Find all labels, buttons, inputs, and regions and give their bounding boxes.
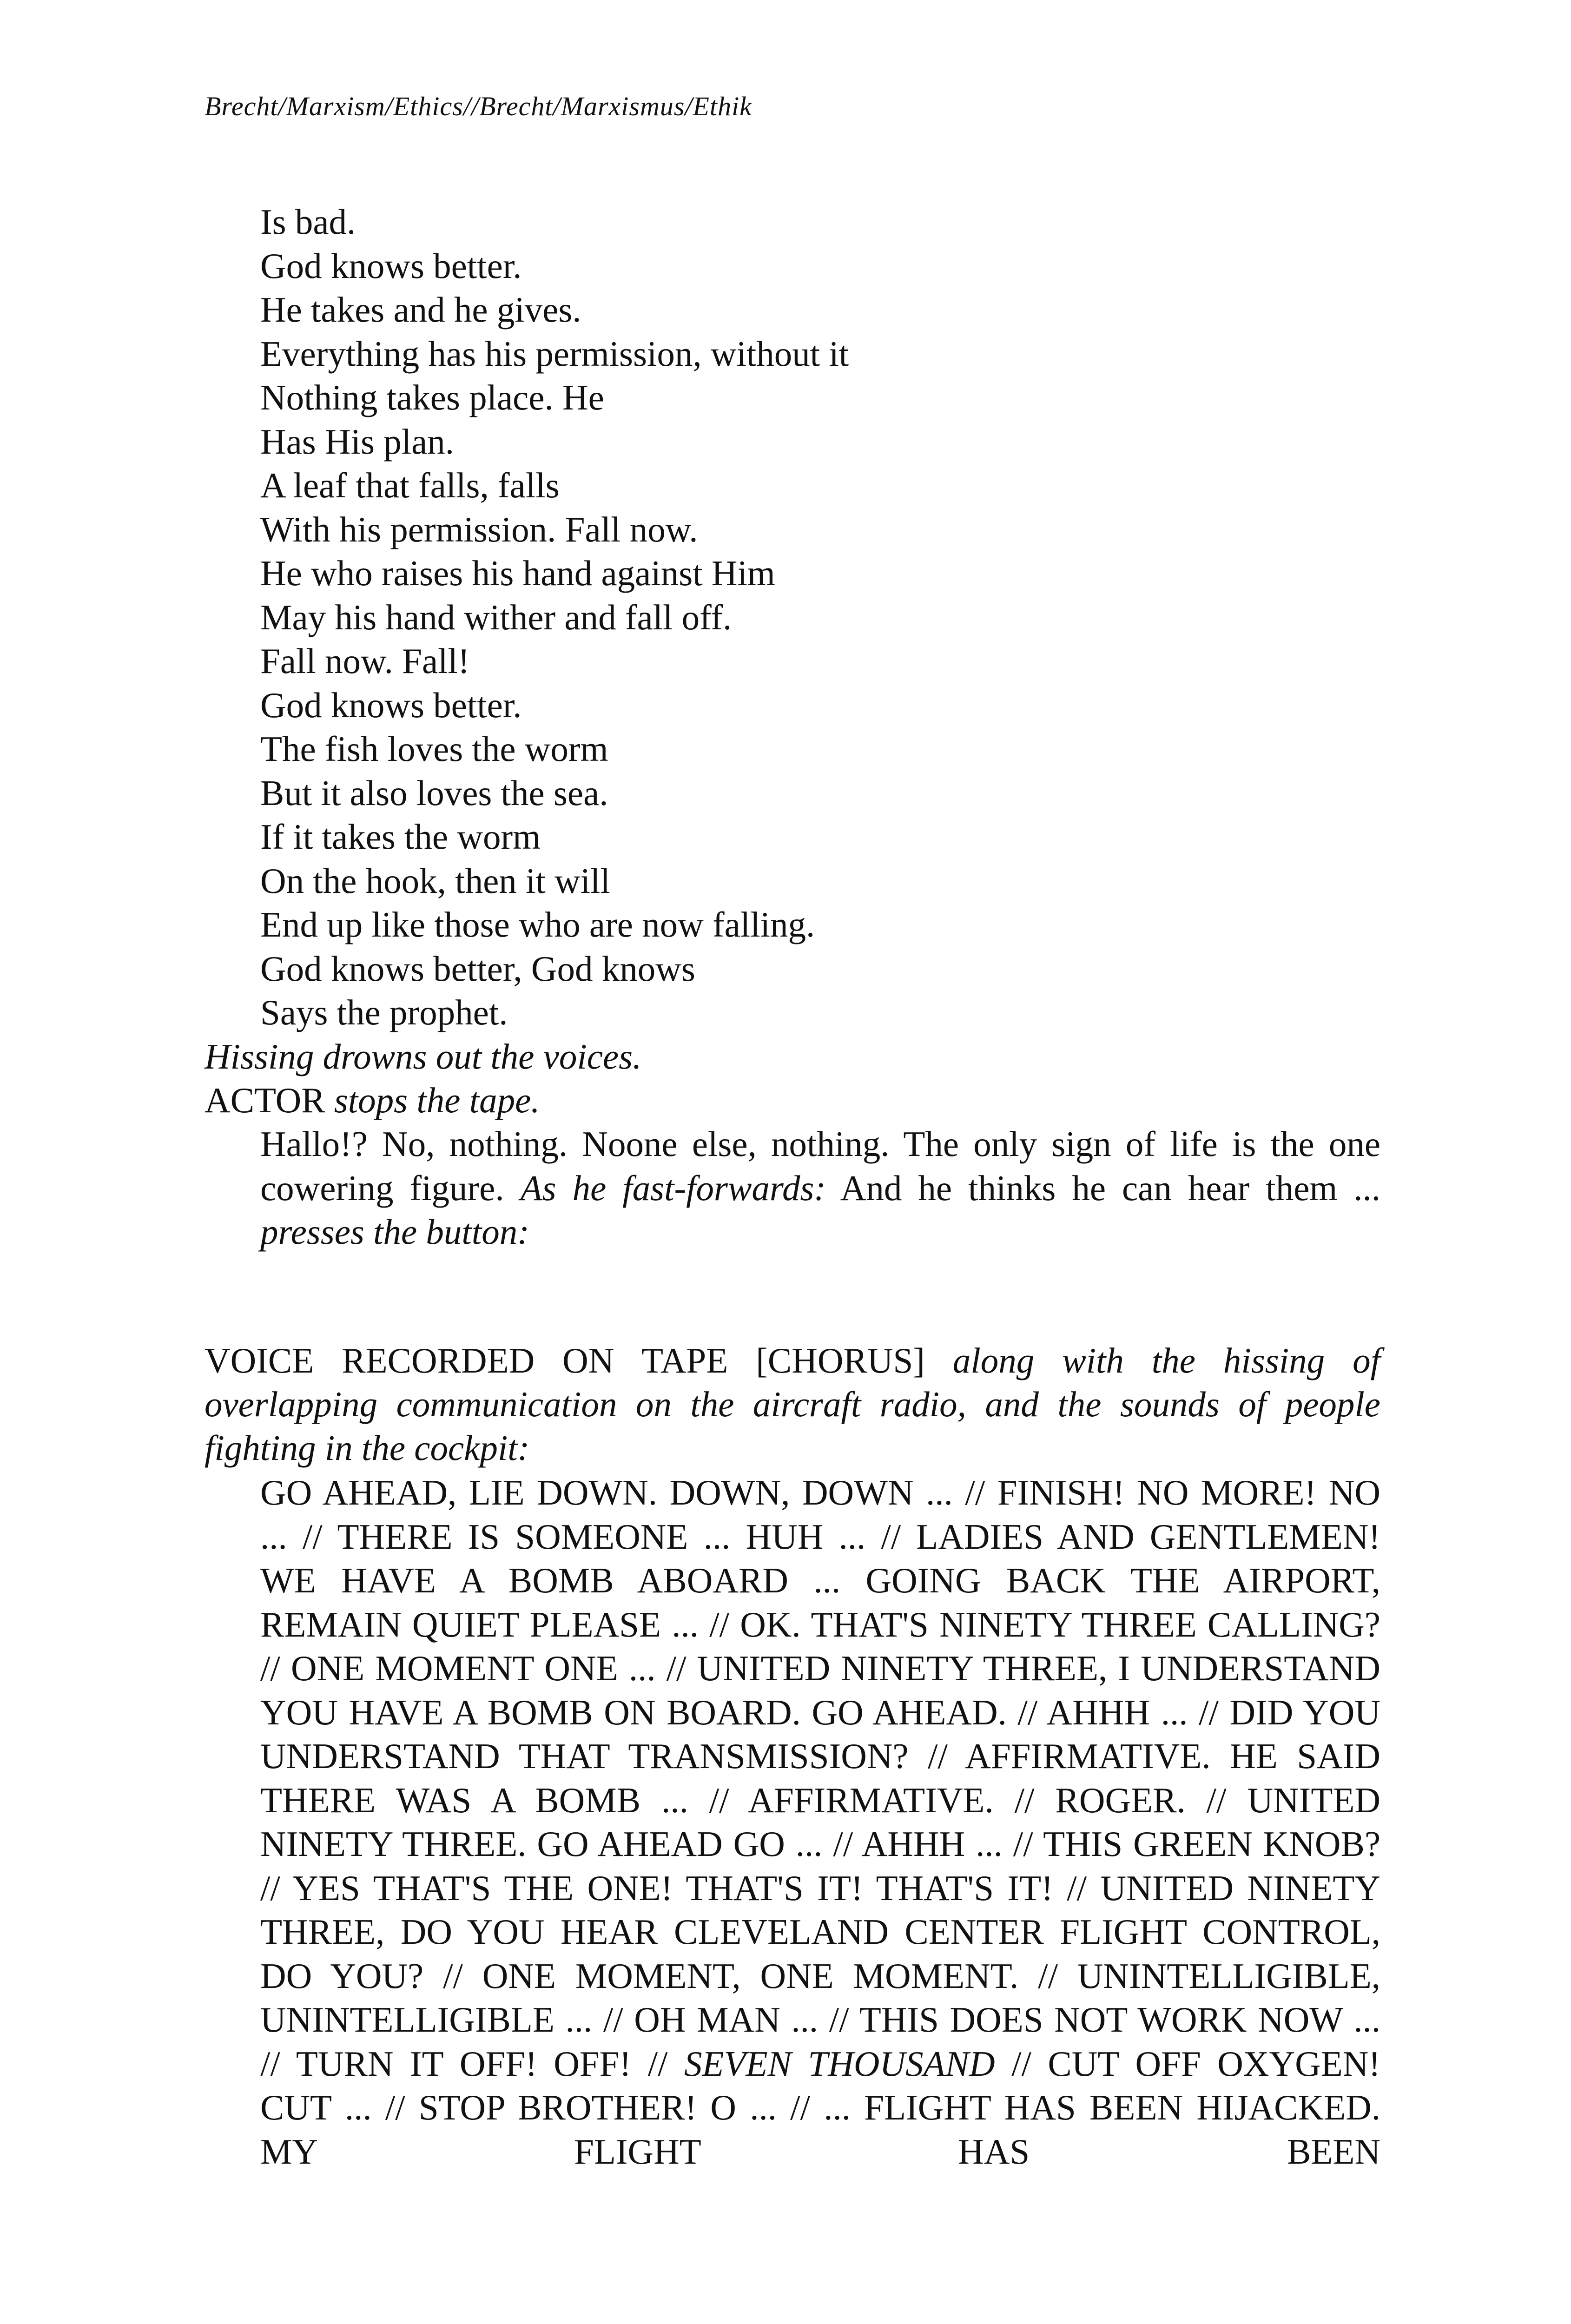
verse-line: If it takes the worm bbox=[260, 817, 541, 857]
verse-line: Is bad. bbox=[260, 202, 356, 242]
verse-line: He who raises his hand against Him bbox=[260, 553, 775, 593]
prophet-verse bbox=[260, 200, 1422, 1035]
actor-speaker: ACTOR bbox=[205, 1080, 325, 1120]
actor-direction-2: As he fast-forwards: bbox=[520, 1168, 826, 1208]
verse-line: Nothing takes place. He bbox=[260, 377, 604, 417]
voice-speaker-line bbox=[205, 1339, 1380, 1470]
verse-line: God knows better. bbox=[260, 245, 522, 286]
chorus-text-2: // CUT OFF OXYGEN! CUT ... // STOP BROTHER! O ... // ... FLIGHT HAS BEEN HIJACKED. MY FLIGHT HAS BEEN bbox=[260, 2043, 1380, 2172]
verse-line: The fish loves the worm bbox=[260, 729, 608, 769]
chorus-transcript bbox=[260, 1471, 1380, 2173]
verse-line: God knows better. bbox=[260, 685, 522, 725]
verse-line: Has His plan. bbox=[260, 421, 455, 462]
chorus-italic: SEVEN THOUSAND bbox=[684, 2043, 995, 2084]
verse-line: Everything has his permission, without it bbox=[260, 333, 849, 374]
verse-line: But it also loves the sea. bbox=[260, 772, 608, 813]
verse-line: On the hook, then it will bbox=[260, 860, 610, 901]
actor-speaker-line bbox=[205, 1078, 540, 1122]
verse-line: God knows better, God knows bbox=[260, 948, 695, 989]
actor-direction: stops the tape. bbox=[334, 1080, 540, 1120]
verse-line: Says the prophet. bbox=[260, 992, 508, 1032]
actor-speech bbox=[260, 1122, 1380, 1254]
verse-line: With his permission. Fall now. bbox=[260, 509, 698, 549]
verse-line: End up like those who are now falling. bbox=[260, 905, 815, 944]
chorus-text-1: GO AHEAD, LIE DOWN. DOWN, DOWN ... // FINISH! NO MORE! NO ... // THERE IS SOMEONE ... HUH ... // LADIES AND GENTLEMEN! WE HAVE A BOMB ABOARD ... GOING BACK THE AIRPORT, REMAIN QUIET PLEASE ... // OK. THAT'S NINETY THREE CALLING? // ONE MOMENT ONE ... // UNITED NINETY THREE, I UNDERSTAND YOU HAVE A BOMB ON BOARD. GO AHEAD. // AHHH ... // DID YOU UNDERSTAND THAT TRANSMISSION? // AFFIRMATIVE. HE SAID THERE WAS A BOMB ... // AFFIRMATIVE. // ROGER. // UNITED NINETY THREE. GO AHEAD GO ... // AHHH ... // THIS GREEN KNOB? // YES THAT'S THE ONE! THAT'S IT! THAT'S IT! // UNITED NINETY THREE, DO YOU HEAR CLEVELAND CENTER FLIGHT CONTROL, DO YOU? // ONE MOMENT, ONE MOMENT. // UNINTELLIGIBLE, UNINTELLIGIBLE ... // OH MAN ... // THIS DOES NOT WORK NOW ... // TURN IT OFF! OFF! // bbox=[260, 1472, 1380, 2084]
running-head: Brecht/Marxism/Ethics//Brecht/Marxismus/Ethik bbox=[205, 91, 752, 121]
verse-line: A leaf that falls, falls bbox=[260, 465, 560, 505]
actor-direction-3: presses the button: bbox=[260, 1212, 529, 1252]
verse-line: May his hand wither and fall off. bbox=[260, 597, 732, 637]
verse-line: Fall now. Fall! bbox=[260, 641, 470, 681]
actor-speech-part-1: Hallo!? No, nothing. Noone else, nothing. The only sign of life is the one cowering figure. bbox=[260, 1124, 1380, 1208]
voice-direction: along with the hissing of overlapping communication on the aircraft radio, and the sounds of people fighting in the cockpit: bbox=[205, 1340, 1381, 1468]
voice-speaker: VOICE RECORDED ON TAPE [CHORUS] bbox=[205, 1340, 925, 1380]
actor-speech-part-2: And he thinks he can hear them ... bbox=[840, 1168, 1380, 1208]
stage-direction: Hissing drowns out the voices. bbox=[205, 1037, 642, 1076]
verse-line: He takes and he gives. bbox=[260, 290, 581, 330]
